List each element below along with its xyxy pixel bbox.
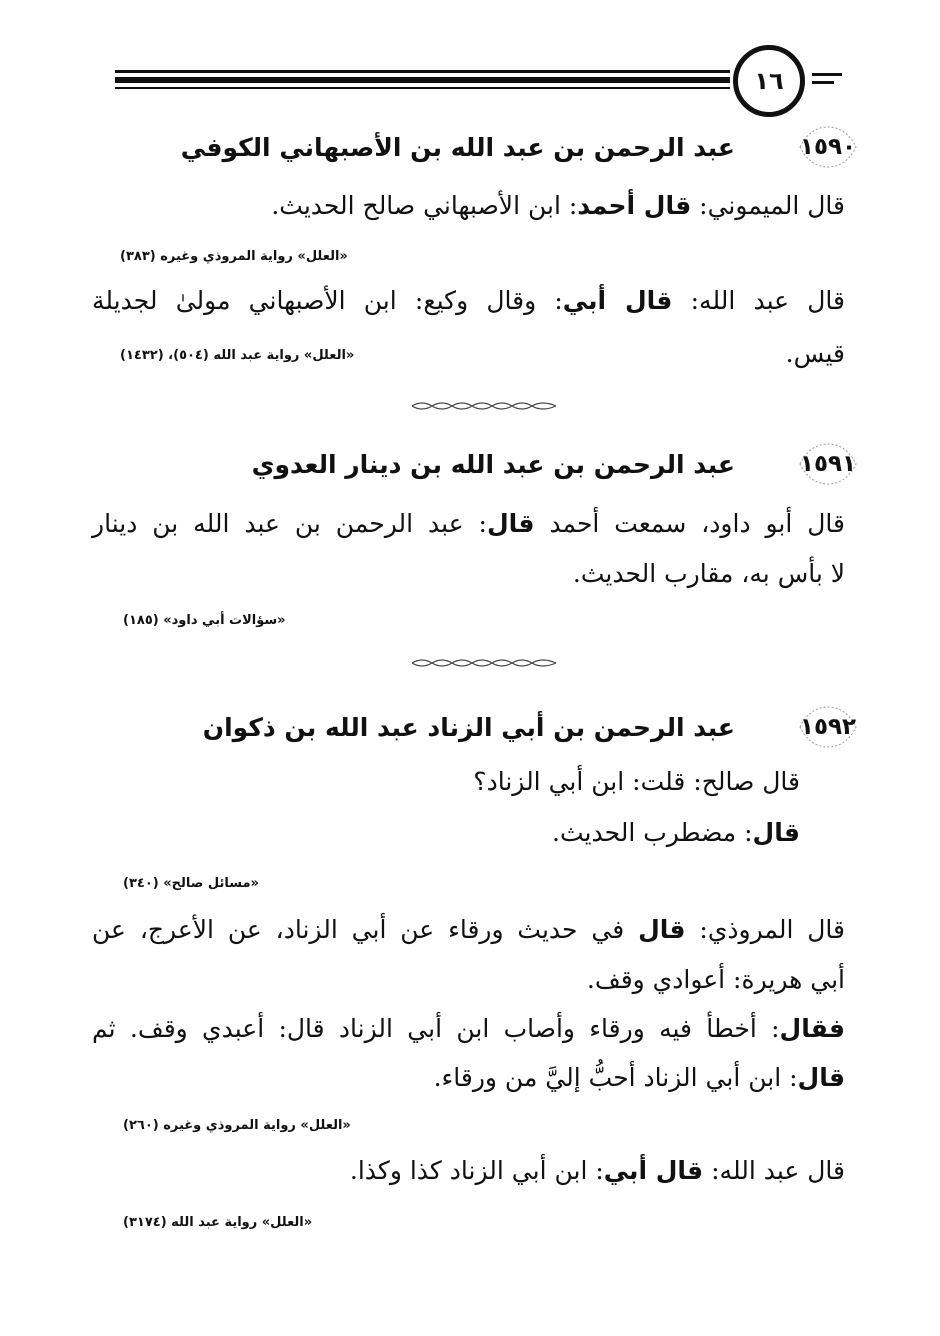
text-line: قال المروذي: قال في حديث ورقاء عن أبي الزناد، عن الأعرج، عن <box>92 915 846 944</box>
source-citation: «العلل» رواية المروذي وغيره (٢٦٠) <box>123 1118 351 1133</box>
entry-number-badge <box>796 703 860 751</box>
entry-number: ١٥٩٠ <box>799 134 857 160</box>
entry-title: عبد الرحمن بن عبد الله بن دينار العدوي <box>251 450 735 479</box>
text-line: قال صالح: قلت: ابن أبي الزناد؟ <box>473 767 800 796</box>
source-citation: «سؤالات أبي داود» (١٨٥) <box>123 613 286 628</box>
divider-ornament-icon <box>410 657 558 669</box>
header-rule <box>115 70 730 73</box>
entry-title: عبد الرحمن بن عبد الله بن الأصبهاني الكوفي <box>180 133 735 162</box>
source-citation: «العلل» رواية عبد الله (٣١٧٤) <box>123 1215 313 1230</box>
text-line: لا بأس به، مقارب الحديث. <box>572 559 845 588</box>
text-line: قال الميموني: قال أحمد: ابن الأصبهاني صالح الحديث. <box>271 191 845 220</box>
header-rule <box>115 77 730 83</box>
header-rule <box>115 87 730 89</box>
text-line: قال عبد الله: قال أبي: ابن أبي الزناد كذا وكذا. <box>349 1156 845 1185</box>
source-citation: «العلل» رواية عبد الله (٥٠٤)، (١٤٣٢) <box>120 348 355 363</box>
entry-number-badge <box>796 440 860 488</box>
text-line: أبي هريرة: أعوادي وقف. <box>586 965 845 994</box>
source-citation: «مسائل صالح» (٣٤٠) <box>123 876 259 891</box>
text-line: قال عبد الله: قال أبي: وقال وكيع: ابن الأصبهاني مولىٰ لجديلة <box>92 286 846 315</box>
header-rule <box>812 73 842 76</box>
text-line: قال: ابن أبي الزناد أحبُّ إليَّ من ورقاء. <box>433 1063 845 1092</box>
entry-number: ١٥٩٢ <box>799 714 857 740</box>
header-rule <box>812 81 834 84</box>
page-number: ١٦ <box>733 45 805 117</box>
text-line: فقال: أخطأ فيه ورقاء وأصاب ابن أبي الزناد قال: أعبدي وقف. ثم <box>92 1014 845 1043</box>
text-line: قيس. <box>785 339 845 368</box>
entry-title: عبد الرحمن بن أبي الزناد عبد الله بن ذكوان <box>202 713 735 742</box>
divider-ornament-icon <box>410 400 558 412</box>
source-citation: «العلل» رواية المروذي وغيره (٣٨٣) <box>120 249 348 264</box>
entry-number-badge <box>796 123 860 171</box>
entry-number: ١٥٩١ <box>799 451 857 477</box>
text-line: قال: مضطرب الحديث. <box>552 818 800 847</box>
text-line: قال أبو داود، سمعت أحمد قال: عبد الرحمن بن عبد الله بن دينار <box>92 509 846 538</box>
